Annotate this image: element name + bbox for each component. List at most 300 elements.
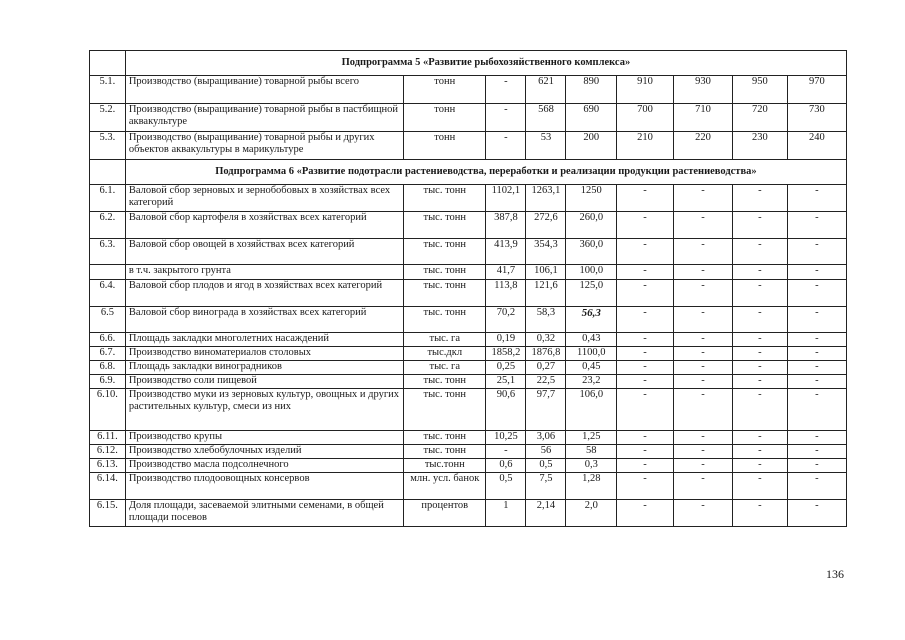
value-cell xyxy=(733,473,788,500)
value-cell xyxy=(733,76,788,104)
value-cell xyxy=(566,265,617,280)
value-cell xyxy=(617,445,674,459)
value-text: - xyxy=(758,431,762,442)
section-title: Подпрограмма 6 «Развитие подотрасли растениеводства, переработки и реализации продукции растениеводства» xyxy=(125,160,846,185)
value-cell xyxy=(673,333,732,347)
table-row xyxy=(90,104,847,132)
value-cell xyxy=(566,280,617,307)
value-text: 23,2 xyxy=(582,375,601,386)
value-text: 930 xyxy=(695,76,711,87)
value-cell xyxy=(617,347,674,361)
row-number: 6.10. xyxy=(90,389,126,431)
value-cell xyxy=(787,212,846,239)
value-text: - xyxy=(701,361,705,372)
table-row xyxy=(90,347,847,361)
value-cell xyxy=(566,307,617,333)
value-text: - xyxy=(701,280,705,291)
value-cell xyxy=(566,239,617,265)
value-cell xyxy=(526,333,566,347)
value-cell xyxy=(486,361,526,375)
value-text: 113,8 xyxy=(494,280,518,291)
value-text: 106,1 xyxy=(534,265,558,276)
value-cell xyxy=(526,500,566,527)
value-cell xyxy=(673,239,732,265)
value-cell xyxy=(673,473,732,500)
value-text: 360,0 xyxy=(579,239,604,250)
value-text: 58,3 xyxy=(536,307,556,318)
value-text: - xyxy=(758,459,762,470)
unit-cell: тыс.дкл xyxy=(404,347,486,361)
row-number: 6.3. xyxy=(90,239,126,265)
indicator-name: Производство муки из зерновых культур, овощных и других растительных культур, смеси из них xyxy=(125,389,403,431)
value-text: - xyxy=(815,375,819,386)
value-cell xyxy=(787,307,846,333)
indicator-name: Производство виноматериалов столовых xyxy=(125,347,403,361)
value-text: 1263,1 xyxy=(531,185,561,196)
value-text: 0,45 xyxy=(582,361,601,372)
value-text: 1,25 xyxy=(582,431,601,442)
value-cell xyxy=(486,212,526,239)
table-row xyxy=(90,361,847,375)
value-cell xyxy=(486,431,526,445)
value-text: 56,3 xyxy=(581,307,601,319)
value-cell xyxy=(566,375,617,389)
value-text: 0,25 xyxy=(496,361,516,372)
row-number: 6.12. xyxy=(90,445,126,459)
value-text: 22,5 xyxy=(536,375,556,386)
value-text: - xyxy=(815,185,819,196)
table-row xyxy=(90,459,847,473)
value-cell xyxy=(617,239,674,265)
value-text: - xyxy=(701,333,705,344)
value-cell xyxy=(733,212,788,239)
section-title: Подпрограмма 5 «Развитие рыбохозяйственного комплекса» xyxy=(125,51,846,76)
unit-cell: тыс. тонн xyxy=(404,389,486,431)
value-cell xyxy=(486,459,526,473)
value-text: - xyxy=(701,239,705,250)
value-text: 0,3 xyxy=(584,459,598,470)
value-text: 1102,1 xyxy=(491,185,521,196)
value-cell xyxy=(566,445,617,459)
value-cell xyxy=(617,132,674,160)
table-row xyxy=(90,445,847,459)
row-number: 5.2. xyxy=(90,104,126,132)
value-text: - xyxy=(504,445,508,456)
unit-cell: тыс. тонн xyxy=(404,280,486,307)
value-text: - xyxy=(643,431,647,442)
indicator-name: Валовой сбор картофеля в хозяйствах всех категорий xyxy=(125,212,403,239)
value-cell xyxy=(733,132,788,160)
value-cell xyxy=(617,280,674,307)
value-text: - xyxy=(758,375,762,386)
value-cell xyxy=(787,185,846,212)
value-text: 7,5 xyxy=(539,473,553,484)
value-text: 413,9 xyxy=(494,239,518,250)
table-row xyxy=(90,132,847,160)
value-cell xyxy=(673,104,732,132)
unit-cell: тонн xyxy=(404,76,486,104)
value-text: - xyxy=(701,185,705,196)
value-text: 720 xyxy=(752,104,768,115)
value-cell xyxy=(566,459,617,473)
value-cell xyxy=(566,500,617,527)
value-cell xyxy=(787,239,846,265)
value-text: 0,6 xyxy=(499,459,513,470)
value-cell xyxy=(617,307,674,333)
unit-cell: тонн xyxy=(404,104,486,132)
value-text: 568 xyxy=(538,104,554,115)
value-text: - xyxy=(643,212,647,223)
value-cell xyxy=(787,459,846,473)
unit-cell: тыс. тонн xyxy=(404,445,486,459)
value-cell xyxy=(486,265,526,280)
value-cell xyxy=(526,307,566,333)
value-cell xyxy=(486,347,526,361)
value-text: 0,43 xyxy=(582,333,601,344)
indicator-name: Валовой сбор винограда в хозяйствах всех категорий xyxy=(125,307,403,333)
page-number: 136 xyxy=(826,567,844,581)
value-cell xyxy=(733,307,788,333)
table-row xyxy=(90,307,847,333)
value-text: 10,25 xyxy=(494,431,518,442)
value-text: - xyxy=(643,239,647,250)
value-text: - xyxy=(643,500,647,511)
table-row xyxy=(90,473,847,500)
value-cell xyxy=(486,185,526,212)
value-cell xyxy=(617,265,674,280)
value-cell xyxy=(486,76,526,104)
value-text: 3,06 xyxy=(536,431,556,442)
value-cell xyxy=(617,104,674,132)
section-spacer-cell xyxy=(90,160,126,185)
value-text: - xyxy=(815,361,819,372)
value-cell xyxy=(486,375,526,389)
value-text: 125,0 xyxy=(579,280,604,291)
value-cell xyxy=(566,104,617,132)
value-cell xyxy=(526,389,566,431)
row-number: 6.13. xyxy=(90,459,126,473)
value-cell xyxy=(526,132,566,160)
value-cell xyxy=(566,347,617,361)
value-text: 354,3 xyxy=(534,239,558,250)
indicator-name: Доля площади, засеваемой элитными семенами, в общей площади посевов xyxy=(125,500,403,527)
value-cell xyxy=(566,212,617,239)
value-text: - xyxy=(815,307,819,318)
value-text: 1100,0 xyxy=(577,347,606,358)
unit-cell: тыс. га xyxy=(404,361,486,375)
row-number: 6.1. xyxy=(90,185,126,212)
row-number: 6.11. xyxy=(90,431,126,445)
value-text: - xyxy=(815,239,819,250)
value-cell xyxy=(733,104,788,132)
value-text: - xyxy=(504,76,508,87)
value-text: - xyxy=(758,347,762,358)
section-header xyxy=(90,160,847,185)
indicator-table xyxy=(89,50,847,527)
value-cell xyxy=(526,280,566,307)
value-cell xyxy=(617,333,674,347)
value-text: 1858,2 xyxy=(491,347,521,358)
value-text: - xyxy=(643,459,647,470)
value-cell xyxy=(673,389,732,431)
value-cell xyxy=(673,459,732,473)
value-cell xyxy=(486,132,526,160)
value-text: 0,27 xyxy=(536,361,556,372)
value-cell xyxy=(787,500,846,527)
value-text: 41,7 xyxy=(496,265,516,276)
value-cell xyxy=(733,389,788,431)
value-cell xyxy=(787,280,846,307)
value-text: 890 xyxy=(583,76,600,87)
value-text: - xyxy=(815,212,819,223)
table-row xyxy=(90,431,847,445)
value-text: 0,19 xyxy=(496,333,516,344)
row-number: 6.14. xyxy=(90,473,126,500)
value-text: 950 xyxy=(752,76,768,87)
value-cell xyxy=(787,431,846,445)
value-text: - xyxy=(758,389,762,400)
value-text: - xyxy=(815,445,819,456)
value-cell xyxy=(787,389,846,431)
value-cell xyxy=(733,375,788,389)
value-text: 0,5 xyxy=(539,459,553,470)
value-text: - xyxy=(701,389,705,400)
indicator-name: Производство крупы xyxy=(125,431,403,445)
value-cell xyxy=(673,185,732,212)
value-text: - xyxy=(758,212,762,223)
value-cell xyxy=(526,361,566,375)
unit-cell: тыс. тонн xyxy=(404,375,486,389)
value-cell xyxy=(617,500,674,527)
value-text: - xyxy=(643,361,647,372)
value-cell xyxy=(526,212,566,239)
value-text: - xyxy=(643,389,647,400)
value-text: 2,0 xyxy=(584,500,598,511)
indicator-name: Производство (выращивание) товарной рыбы в пастбищной аквакультуре xyxy=(125,104,403,132)
value-text: - xyxy=(815,333,819,344)
value-cell xyxy=(566,132,617,160)
value-cell xyxy=(673,265,732,280)
value-cell xyxy=(526,445,566,459)
value-text: 2,14 xyxy=(536,500,556,511)
value-cell xyxy=(733,500,788,527)
table-row xyxy=(90,212,847,239)
table-row xyxy=(90,239,847,265)
row-number: 6.15. xyxy=(90,500,126,527)
value-text: 1,28 xyxy=(582,473,601,484)
row-number: 6.7. xyxy=(90,347,126,361)
value-text: 1250 xyxy=(580,185,602,196)
value-text: 710 xyxy=(695,104,711,115)
value-cell xyxy=(486,333,526,347)
indicator-name: Производство (выращивание) товарной рыбы и других объектов аквакультуры в марикультуре xyxy=(125,132,403,160)
value-text: - xyxy=(758,361,762,372)
indicator-name: Производство соли пищевой xyxy=(125,375,403,389)
value-cell xyxy=(526,185,566,212)
value-text: - xyxy=(815,389,819,400)
value-text: - xyxy=(815,459,819,470)
value-text: - xyxy=(815,347,819,358)
value-cell xyxy=(617,389,674,431)
unit-cell: тыс. тонн xyxy=(404,265,486,280)
value-cell xyxy=(673,347,732,361)
value-text: - xyxy=(815,473,819,484)
value-cell xyxy=(566,333,617,347)
table-row xyxy=(90,185,847,212)
value-cell xyxy=(787,76,846,104)
value-text: - xyxy=(758,500,762,511)
value-cell xyxy=(526,239,566,265)
value-text: - xyxy=(643,375,647,386)
value-text: - xyxy=(758,265,762,276)
value-cell xyxy=(733,280,788,307)
value-cell xyxy=(733,265,788,280)
value-cell xyxy=(733,361,788,375)
value-text: - xyxy=(701,347,705,358)
indicator-name: Площадь закладки виноградников xyxy=(125,361,403,375)
row-number: 6.9. xyxy=(90,375,126,389)
value-cell xyxy=(526,473,566,500)
value-cell xyxy=(486,239,526,265)
value-cell xyxy=(617,431,674,445)
value-text: 690 xyxy=(583,104,600,115)
value-cell xyxy=(787,361,846,375)
table-row xyxy=(90,333,847,347)
value-cell xyxy=(617,212,674,239)
value-cell xyxy=(787,375,846,389)
value-text: - xyxy=(701,265,705,276)
value-text: - xyxy=(701,445,705,456)
indicator-name: в т.ч. закрытого грунта xyxy=(125,265,403,280)
value-cell xyxy=(566,431,617,445)
row-number xyxy=(90,265,126,280)
value-cell xyxy=(566,389,617,431)
value-text: 56 xyxy=(540,445,552,456)
value-text: 100,0 xyxy=(579,265,604,276)
unit-cell: тыс. тонн xyxy=(404,307,486,333)
value-text: - xyxy=(504,104,508,115)
value-cell xyxy=(733,239,788,265)
table-row xyxy=(90,265,847,280)
value-text: 58 xyxy=(586,445,597,456)
indicator-name: Производство плодоовощных консервов xyxy=(125,473,403,500)
value-cell xyxy=(673,212,732,239)
value-text: 1 xyxy=(503,500,509,511)
value-text: - xyxy=(701,307,705,318)
unit-cell: млн. усл. банок xyxy=(404,473,486,500)
unit-cell: тонн xyxy=(404,132,486,160)
value-cell xyxy=(486,473,526,500)
unit-cell: тыс. тонн xyxy=(404,185,486,212)
value-text: 106,0 xyxy=(579,389,604,400)
table-row xyxy=(90,375,847,389)
value-cell xyxy=(787,265,846,280)
unit-cell: тыс. тонн xyxy=(404,239,486,265)
value-text: - xyxy=(643,333,647,344)
value-cell xyxy=(526,431,566,445)
value-text: 53 xyxy=(540,132,552,143)
row-number: 6.2. xyxy=(90,212,126,239)
value-cell xyxy=(673,375,732,389)
value-cell xyxy=(673,76,732,104)
value-cell xyxy=(566,76,617,104)
value-text: 90,6 xyxy=(496,389,516,400)
value-cell xyxy=(733,185,788,212)
row-number: 5.1. xyxy=(90,76,126,104)
value-text: 200 xyxy=(583,132,600,143)
value-cell xyxy=(617,473,674,500)
value-cell xyxy=(526,459,566,473)
value-text: - xyxy=(643,185,647,196)
value-text: 220 xyxy=(695,132,711,143)
unit-cell: тыс. тонн xyxy=(404,431,486,445)
value-text: 272,6 xyxy=(534,212,558,223)
value-cell xyxy=(673,280,732,307)
value-cell xyxy=(526,76,566,104)
table-row xyxy=(90,76,847,104)
value-text: - xyxy=(758,307,762,318)
value-text: - xyxy=(643,445,647,456)
value-cell xyxy=(787,347,846,361)
value-text: 700 xyxy=(637,104,653,115)
value-cell xyxy=(787,333,846,347)
value-text: - xyxy=(643,347,647,358)
row-number: 5.3. xyxy=(90,132,126,160)
table-row xyxy=(90,500,847,527)
value-text: - xyxy=(758,280,762,291)
value-cell xyxy=(617,375,674,389)
value-text: 621 xyxy=(538,76,554,87)
indicator-name: Производство (выращивание) товарной рыбы всего xyxy=(125,76,403,104)
value-text: - xyxy=(758,473,762,484)
value-cell xyxy=(486,500,526,527)
value-text: 387,8 xyxy=(494,212,518,223)
indicator-name: Производство хлебобулочных изделий xyxy=(125,445,403,459)
value-cell xyxy=(673,132,732,160)
value-cell xyxy=(526,347,566,361)
value-text: 97,7 xyxy=(536,389,556,400)
value-text: - xyxy=(701,375,705,386)
value-cell xyxy=(566,185,617,212)
value-cell xyxy=(617,459,674,473)
value-cell xyxy=(566,473,617,500)
value-cell xyxy=(673,445,732,459)
value-text: 0,5 xyxy=(499,473,513,484)
value-text: - xyxy=(758,185,762,196)
value-cell xyxy=(486,307,526,333)
value-text: - xyxy=(643,473,647,484)
value-text: - xyxy=(758,239,762,250)
value-text: 1876,8 xyxy=(531,347,561,358)
row-number: 6.4. xyxy=(90,280,126,307)
value-text: - xyxy=(701,212,705,223)
section-header xyxy=(90,51,847,76)
table-row xyxy=(90,280,847,307)
value-text: - xyxy=(701,473,705,484)
value-cell xyxy=(787,104,846,132)
value-text: 25,1 xyxy=(496,375,516,386)
value-cell xyxy=(733,431,788,445)
unit-cell: процентов xyxy=(404,500,486,527)
value-text: 0,32 xyxy=(536,333,556,344)
value-text: - xyxy=(815,500,819,511)
value-cell xyxy=(787,473,846,500)
value-cell xyxy=(526,375,566,389)
indicator-name: Валовой сбор плодов и ягод в хозяйствах всех категорий xyxy=(125,280,403,307)
value-text: - xyxy=(701,431,705,442)
value-cell xyxy=(787,132,846,160)
value-text: - xyxy=(701,459,705,470)
